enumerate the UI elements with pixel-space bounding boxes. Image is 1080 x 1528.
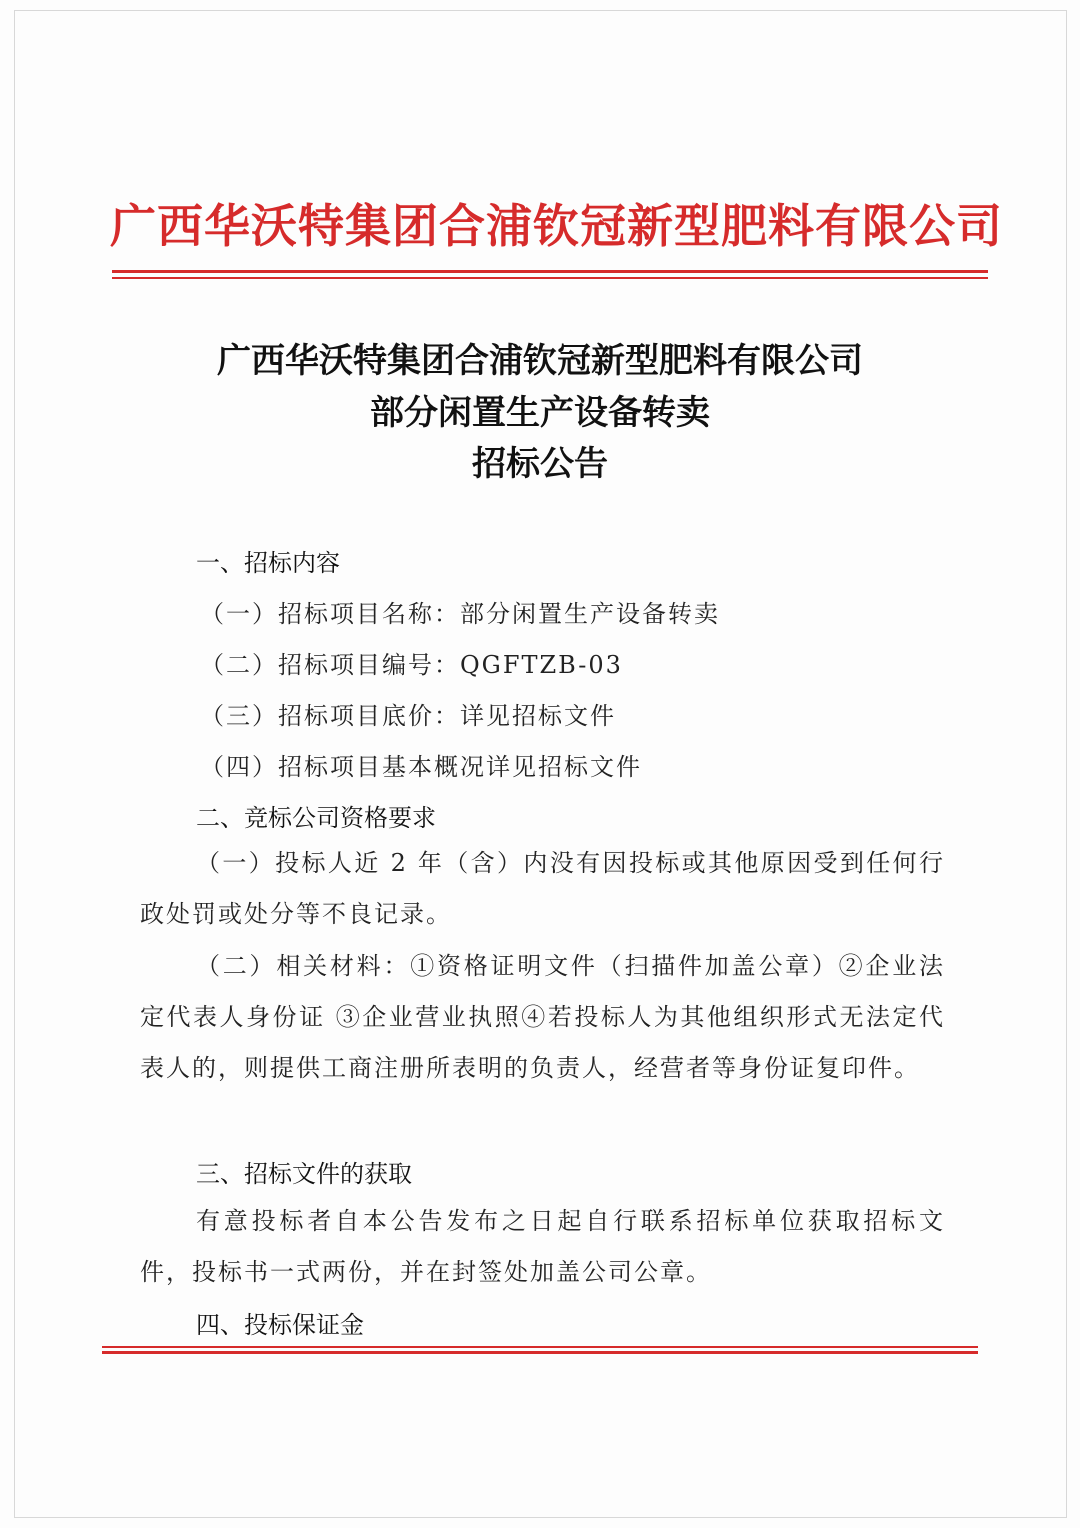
section3-heading: 三、招标文件的获取 <box>196 1160 412 1188</box>
section1-item-4: （四）招标项目基本概况详见招标文件 <box>200 753 642 781</box>
section1-item-3: （三）招标项目底价：详见招标文件 <box>200 702 616 730</box>
section2-paragraph-1: （一）投标人近 2 年（含）内没有因投标或其他原因受到任何行政处罚或处分等不良记录。 <box>140 849 945 928</box>
section3-paragraph-1: 有意投标者自本公告发布之日起自行联系招标单位获取招标文件，投标书一式两份，并在封签处加盖公司公章。 <box>140 1207 945 1286</box>
scan-border-top <box>14 10 1066 11</box>
section1-item-1: （一）招标项目名称：部分闲置生产设备转卖 <box>200 600 720 628</box>
doc-title-line3: 招标公告 <box>472 444 608 484</box>
section4-heading: 四、投标保证金 <box>196 1311 364 1339</box>
scan-border-right <box>1066 10 1067 1518</box>
section1-heading: 一、招标内容 <box>196 549 340 577</box>
letterhead-rule-thick <box>112 270 988 273</box>
doc-title-line2: 部分闲置生产设备转卖 <box>370 393 710 433</box>
footer-rule-thin <box>102 1346 978 1348</box>
scan-border-left <box>14 10 15 1518</box>
footer-rule-thick <box>102 1351 978 1354</box>
section2-paragraph-2: （二）相关材料：①资格证明文件（扫描件加盖公章）②企业法定代表人身份证 ③企业营业执照④若投标人为其他组织形式无法定代表人的，则提供工商注册所表明的负责人，经营者等身份证复印件。 <box>140 952 945 1082</box>
doc-title-line1: 广西华沃特集团合浦钦冠新型肥料有限公司 <box>217 341 863 381</box>
section2-heading: 二、竞标公司资格要求 <box>196 804 436 832</box>
section1-item-2: （二）招标项目编号：QGFTZB-03 <box>200 651 623 679</box>
letterhead-rule-thin <box>112 277 988 279</box>
letterhead-company-name: 广西华沃特集团合浦钦冠新型肥料有限公司 <box>110 199 1003 253</box>
scan-border-bottom <box>14 1517 1066 1518</box>
